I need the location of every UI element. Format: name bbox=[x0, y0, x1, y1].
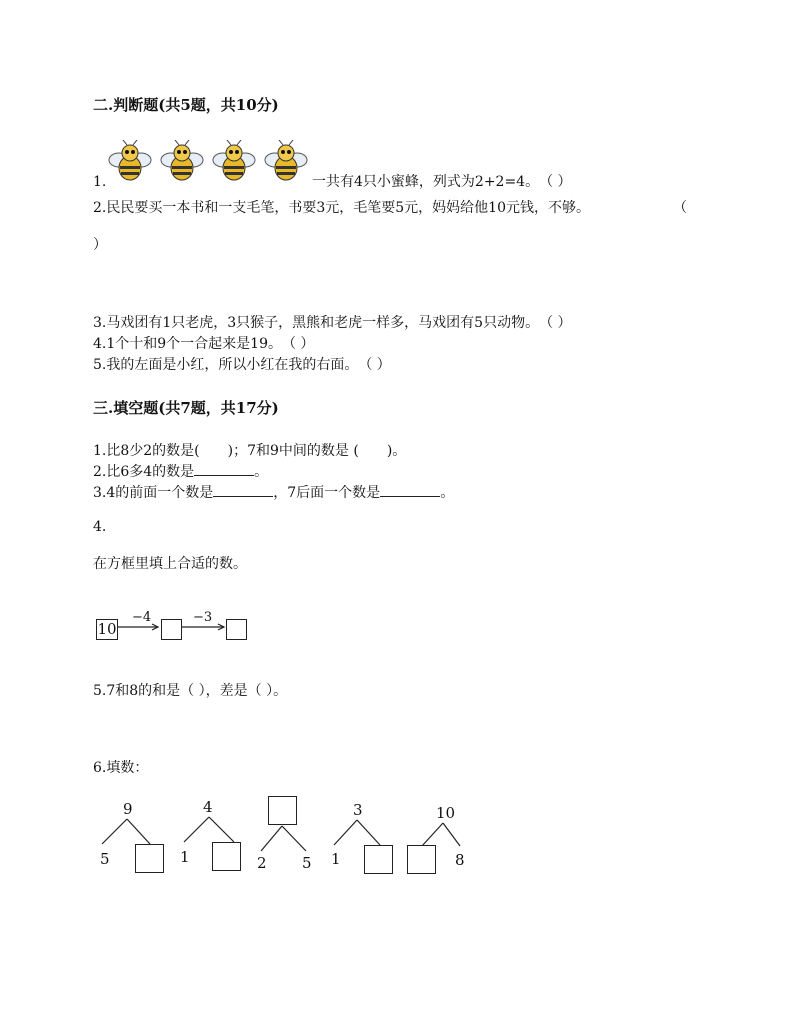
q3-4-op2: −3 bbox=[193, 610, 213, 625]
tree-3-branches bbox=[258, 825, 314, 853]
tree-2-left: 1 bbox=[180, 848, 190, 866]
q3-4-answer-box-2[interactable] bbox=[226, 619, 247, 640]
q3-2-suffix: 。 bbox=[254, 464, 269, 480]
bee-icon bbox=[105, 140, 155, 182]
tree-4-branches bbox=[330, 819, 390, 847]
q2-3-text: 3.马戏团有1只老虎，3只猴子，黑熊和老虎一样多，马戏团有5只动物。 （ ） bbox=[93, 315, 572, 331]
q3-1-text: 1.比8少2的数是( )；7和9中间的数是 ( )。 bbox=[93, 443, 407, 459]
tree-5-left-box[interactable] bbox=[407, 845, 436, 874]
arrow-right-icon bbox=[118, 622, 160, 632]
q3-4-start-number: 10 bbox=[97, 620, 117, 638]
section-3-title: 三.填空题(共7题，共17分) bbox=[93, 399, 279, 417]
q3-4-start-box bbox=[96, 619, 118, 640]
q3-3-blank-2[interactable] bbox=[380, 482, 440, 497]
q3-4-op1: −4 bbox=[132, 610, 152, 625]
q3-3-prefix: 3.4的前面一个数是 bbox=[93, 485, 214, 501]
q2-2-text: 2.民民要买一本书和一支毛笔，书要3元，毛笔要5元，妈妈给他10元钱，不够。 bbox=[93, 200, 590, 216]
q3-2-line bbox=[93, 461, 268, 481]
q3-4-answer-box-1[interactable] bbox=[161, 619, 182, 640]
tree-2-right-box[interactable] bbox=[212, 842, 241, 871]
q3-3-blank-1[interactable] bbox=[213, 482, 273, 497]
arrow-right-icon bbox=[182, 622, 226, 632]
q3-4-number: 4. bbox=[93, 519, 107, 535]
q2-1-text: 一共有4只小蜜蜂，列式为2+2=4。 （ ） bbox=[312, 174, 572, 190]
q3-3-mid: ，7后面一个数是 bbox=[273, 485, 381, 501]
q3-3-line bbox=[93, 482, 454, 502]
tree-1-branches bbox=[100, 818, 160, 846]
q2-1-number: 1. bbox=[93, 174, 107, 190]
q3-5-text: 5.7和8的和是（ ），差是（ ）。 bbox=[93, 683, 288, 699]
tree-5-top: 10 bbox=[436, 804, 456, 822]
tree-4-right-box[interactable] bbox=[364, 845, 393, 874]
bee-icon bbox=[209, 140, 259, 182]
tree-1-top: 9 bbox=[123, 800, 133, 818]
tree-3-left: 2 bbox=[257, 854, 267, 872]
tree-4-left: 1 bbox=[331, 850, 341, 868]
q2-5-text: 5.我的左面是小红，所以小红在我的右面。 （ ） bbox=[93, 357, 391, 373]
tree-1-left: 5 bbox=[100, 850, 110, 868]
q3-2-blank[interactable] bbox=[194, 461, 254, 476]
q2-2-open-paren: （ bbox=[673, 200, 687, 216]
q3-2-prefix: 2.比6多4的数是 bbox=[93, 464, 195, 480]
tree-4-top: 3 bbox=[353, 801, 363, 819]
tree-1-right-box[interactable] bbox=[135, 844, 164, 873]
q3-6-text: 6.填数： bbox=[93, 760, 149, 776]
tree-5-right: 8 bbox=[455, 851, 465, 869]
tree-3-right: 5 bbox=[302, 854, 312, 872]
q2-4-text: 4.1个十和9个一合起来是19。 （ ） bbox=[93, 336, 315, 352]
tree-2-top: 4 bbox=[203, 798, 213, 816]
tree-2-branches bbox=[182, 816, 242, 844]
section-2-title: 二.判断题(共5题，共10分) bbox=[93, 96, 279, 114]
q3-4-text: 在方框里填上合适的数。 bbox=[93, 556, 247, 572]
tree-3-top-box[interactable] bbox=[268, 796, 297, 825]
q2-2-close-paren: ） bbox=[93, 237, 107, 253]
bee-icon bbox=[261, 140, 311, 182]
q3-3-suffix: 。 bbox=[440, 485, 455, 501]
bee-icon bbox=[157, 140, 207, 182]
